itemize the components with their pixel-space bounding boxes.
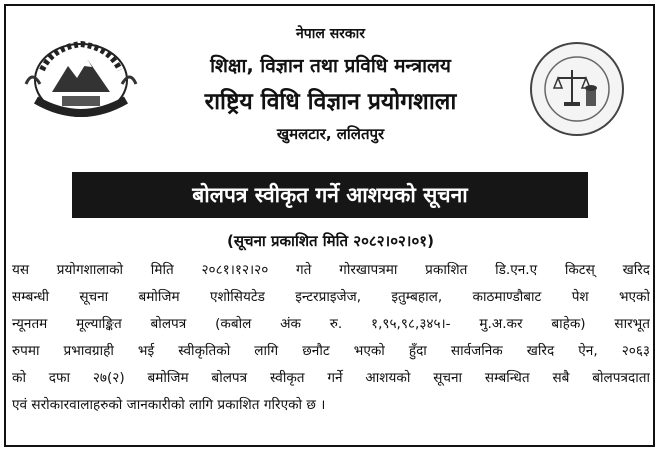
address: खुमलटार, ललितपुर	[276, 125, 385, 143]
laboratory-name: राष्ट्रिय विधि विज्ञान प्रयोगशाला	[204, 89, 457, 115]
body-line: न्यूनतम मूल्याङ्कित बोलपत्र (कबोल अंक रु. १,९५,९८,३४५।- मु.अ.कर बाहेक) सारभूत	[12, 316, 650, 332]
ministry-name: शिक्षा, विज्ञान तथा प्रविधि मन्त्रालय	[210, 55, 451, 77]
government-name: नेपाल सरकार	[295, 26, 365, 42]
body-line: रुपमा प्रभावग्राही भई स्वीकृतिको लागि छनौट भएको हुँदा सार्वजनिक खरिद ऐन, २०६३	[12, 343, 650, 359]
published-date: (सूचना प्रकाशित मिति २०८२।०२।०१)	[227, 232, 434, 250]
body-line: यस प्रयोगशालाको मिति २०८१।१२।२० गते गोरखापत्रमा प्रकाशित डि.एन.ए किटस् खरिद	[12, 262, 650, 278]
body-line: सम्बन्धी सूचना बमोजिम एशोसियटेड इन्टरप्राइजेज, इतुम्बहाल, काठमाण्डौबाट पेश भएको	[12, 289, 650, 305]
notice-title: बोलपत्र स्वीकृत गर्ने आशयको सूचना	[192, 183, 468, 207]
body-line: एवं सरोकारवालाहरुको जानकारीको लागि प्रकाशित गरिएको छ ।	[12, 397, 326, 413]
notice-body	[12, 257, 650, 419]
body-line: को दफा २७(२) बमोजिम बोलपत्र स्वीकृत गर्ने आशयको सूचना सम्बन्धित सबै बोलपत्रदाता	[12, 370, 650, 386]
notice-title-banner	[72, 172, 588, 218]
